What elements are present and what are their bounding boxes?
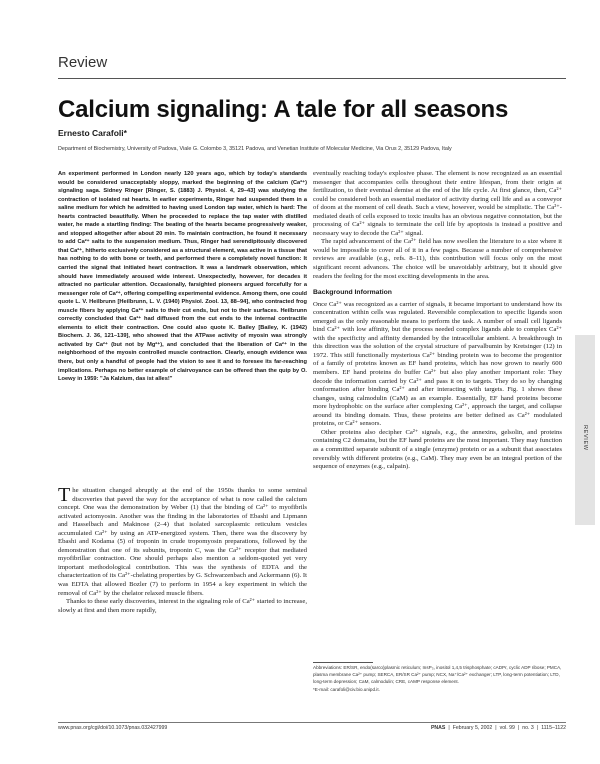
abstract: An experiment performed in London nearly 120 years ago, which by today's standards would be considered unacceptably sloppy, marked the beginning of the calcium (Ca²⁺) signaling saga. Sidney Ringer [Ringer, S. (1883) J. Physiol. 4, 29–43] was studying the contraction of isolated rat hearts. In earlier experiments, Ringer had suspended them in a saline medium for which he admitted to having used London tap water, which is hard: The hearts contracted beautifully. When he proceeded to replace the tap water with distilled water, he made a startling finding: The beating of the hearts became progressively weaker, and stopped altogether after about 20 min. To maintain contraction, he found it necessary to add Ca²⁺ salts to the suspension medium. Thus, Ringer had serendipitously discovered that Ca²⁺, hitherto exclusively considered as a structural element, was active in a tissue that has nothing to do with bone or teeth, and performed there a completely novel function: It carried the signal that initiated heart contraction. It was a landmark observation, which should have immediately aroused wide interest. Unexpectedly, however, for decades it attracted no particular attention. Occasionally, farsighted pioneers argued forcefully for a messenger role of Ca²⁺, offering compelling experimental evidence. Among them, one could quote L. V. Heilbrunn [Heilbrunn, L. V. (1940) Physiol. Zool. 13, 88–94], who contracted frog muscle fibers by applying Ca²⁺ salts to their cut ends, but not to their surfaces. Heilbrunn correctly concluded that Ca²⁺ had diffused from the cut ends to the internal contractile elements to elicit their contraction. One could also quote K. Bailey [Bailey, K. (1942) Biochem. J. 36, 121–139], who showed that the ATPase activity of myosin was strongly activated by Ca²⁺ (but not by Mg²⁺), and concluded that the liberation of Ca²⁺ in the neighborhood of the myosin controlled muscle contraction. Clearly, enough evidence was there, but only a handful of people had the vision to see it and to foresee its far-reaching implications. Perhaps no better example of clairvoyance can be offered than the quip by O. Loewy in 1959: "Ja Kalzium, das ist alles!" [58, 171, 307, 383]
footer-issue: no. 3 [522, 725, 534, 731]
footer-volume: vol. 99 [499, 725, 515, 731]
article-title: Calcium signaling: A tale for all seasons [58, 96, 509, 123]
side-tab [575, 335, 595, 525]
body-paragraph-1 [58, 484, 307, 598]
body-paragraph-2: Thanks to these early discoveries, interest in the signaling role of Ca²⁺ started to increase, slowly at first and then more rapidly, [58, 598, 307, 614]
section-heading-background: Background Information [313, 289, 392, 297]
abbreviations-footnote: Abbreviations: ER/SR, endo(sarco)plasmic reticulum; InsP₃, inositol 1,4,5 trisphosphate; cADPr, cyclic ADP ribose; PMCA, plasma membrane Ca²⁺ pump; SERCA, ER/SR Ca²⁺ pump; NCX, Na⁺/Ca²⁺ exchanger; LTP, long-term potentiation; LTD, long-term depression; CaM, calmodulin; CRE, cAMP response element. [313, 665, 562, 685]
right-paragraph-3: Once Ca²⁺ was recognized as a carrier of signals, it became important to understand how its concentration within cells was regulated. Reversible complexation to specific ligands soon emerged as the only reasonable means to perform the task. A number of small cell ligands bind Ca²⁺ with low affinity, but the process needed complex ligands able to complex Ca²⁺ with the specificity and affinity demanded by the intracellular ambient. A breakthrough in this direction was the solution of the crystal structure of parvalbumin by Kretsinger (12) in 1972. This still functionally mysterious Ca²⁺ binding protein was to become the progenitor of a family of proteins known as EF hand proteins, which has now grown to nearly 600 members. EF hand proteins do buffer Ca²⁺ but also play another important role: They decode the information carried by Ca²⁺ and pass it on to targets. They do so by changing conformation after binding Ca²⁺ and after interacting with targets. Fig. 1 shows these changes, using calmodulin (CaM) as an example. Essentially, EF hand proteins become more hydrophobic on the surface after complexing Ca²⁺, approach the target, and collapse around its binding domain. Thus, these proteins are better defined as Ca²⁺ modulated proteins, or Ca²⁺ sensors. [313, 300, 562, 428]
drop-cap: T [58, 484, 71, 506]
right-paragraph-2: The rapid advancement of the Ca²⁺ field has now swollen the literature to a size where it would be impossible to cover all of it in a few pages. Because a number of comprehensive reviews are available (e.g., refs. 8–11), this contribution will focus only on the most significant recent advances. The choice will be unavoidably arbitrary, but it should give readers the feeling for the most exciting developments in the area. [313, 238, 562, 280]
footer-rule [58, 722, 566, 723]
footer-pages: 1115–1122 [541, 725, 566, 731]
footer-doi-link[interactable]: www.pnas.org/cgi/doi/10.1073/pnas.032427999 [58, 725, 168, 731]
section-label: Review [58, 54, 108, 71]
footer-separator: | [517, 725, 520, 731]
right-column-body [313, 170, 562, 472]
body-paragraph-1-text: he situation changed abruptly at the end of the 1950s thanks to some seminal discoveries that paved the way for the acceptance of what is now called the calcium concept. One was the demonstration by Weber (1) that the binding of Ca²⁺ to myofibrils activated actomyosin. Another was the finding in the laboratories of Ebashi and Lipmann and Hasselbach and Makinose (2–4) that isolated sarcoplasmic reticulum vesicles accumulated Ca²⁺ by using an ATP-energized system. Then, there was the discovery by Ebashi and Kodama (5) of troponin in crude tropomyosin preparations, followed by the demonstration that one of its subunits, troponin C, was the Ca²⁺ receptor that mediated myofibrillar contraction. One should perhaps also mention a seldom-quoted yet very important methodological contribution. This was the synthesis of EDTA and the characterization of its Ca²⁺-chelating properties by G. Schwarzenbach and Ackermann (6). It was EDTA that allowed Bozler (7) to perform in 1954 a key experiment in which the removal of Ca²⁺ by the chelator relaxed muscle fibers. [58, 487, 307, 597]
footer-date: February 5, 2002 [452, 725, 493, 731]
header-rule [58, 78, 566, 79]
footer-citation [390, 725, 566, 731]
footer-separator: | [536, 725, 539, 731]
footer-separator: | [448, 725, 450, 731]
footer-separator: | [495, 725, 497, 731]
right-paragraph-4: Other proteins also decipher Ca²⁺ signals, e.g., the annexins, gelsolin, and proteins containing C2 domains, but the EF hand proteins are the most important. They may function as a committed separate subunit of a single (enzyme) protein or as a subunit that associates reversibly with different proteins (e.g., CaM). They may even be an integral portion of the sequence of enzymes (e.g., calpain). [313, 428, 562, 471]
footer-journal: PNAS [430, 725, 446, 731]
author-name: Ernesto Carafoli* [58, 128, 127, 138]
footnotes [313, 664, 562, 693]
right-paragraph-1: eventually reaching today's explosive phase. The element is now recognized as an essential messenger that accompanies cells throughout their entire lifespan, from their origin at fertilization, to their eventual demise at the end of the life cycle. At first glance, then, Ca²⁺ could be considered both an essential mediator of activity during cell life and as a conveyor of doom at the moment of cell death. Such a view, however, would be simplistic. The Ca²⁺-mediated death of cells exposed to toxic insults has an obvious negative connotation, but the processing of Ca²⁺ signals to terminate the cell life by apoptosis is instead a positive and necessary way to decode the Ca²⁺ signal. [313, 170, 562, 237]
footnote-divider [313, 662, 373, 663]
author-affiliation: Department of Biochemistry, University of Padova, Viale G. Colombo 3, 35121 Padova, and Venetian Institute of Molecular Medicine, Via Orus 2, 35129 Padova, Italy [58, 146, 452, 152]
left-column-body [58, 484, 307, 615]
side-tab-label: REVIEW [582, 425, 588, 451]
email-footnote: *E-mail: carafoli@civ.bio.unipd.it. [313, 686, 380, 692]
